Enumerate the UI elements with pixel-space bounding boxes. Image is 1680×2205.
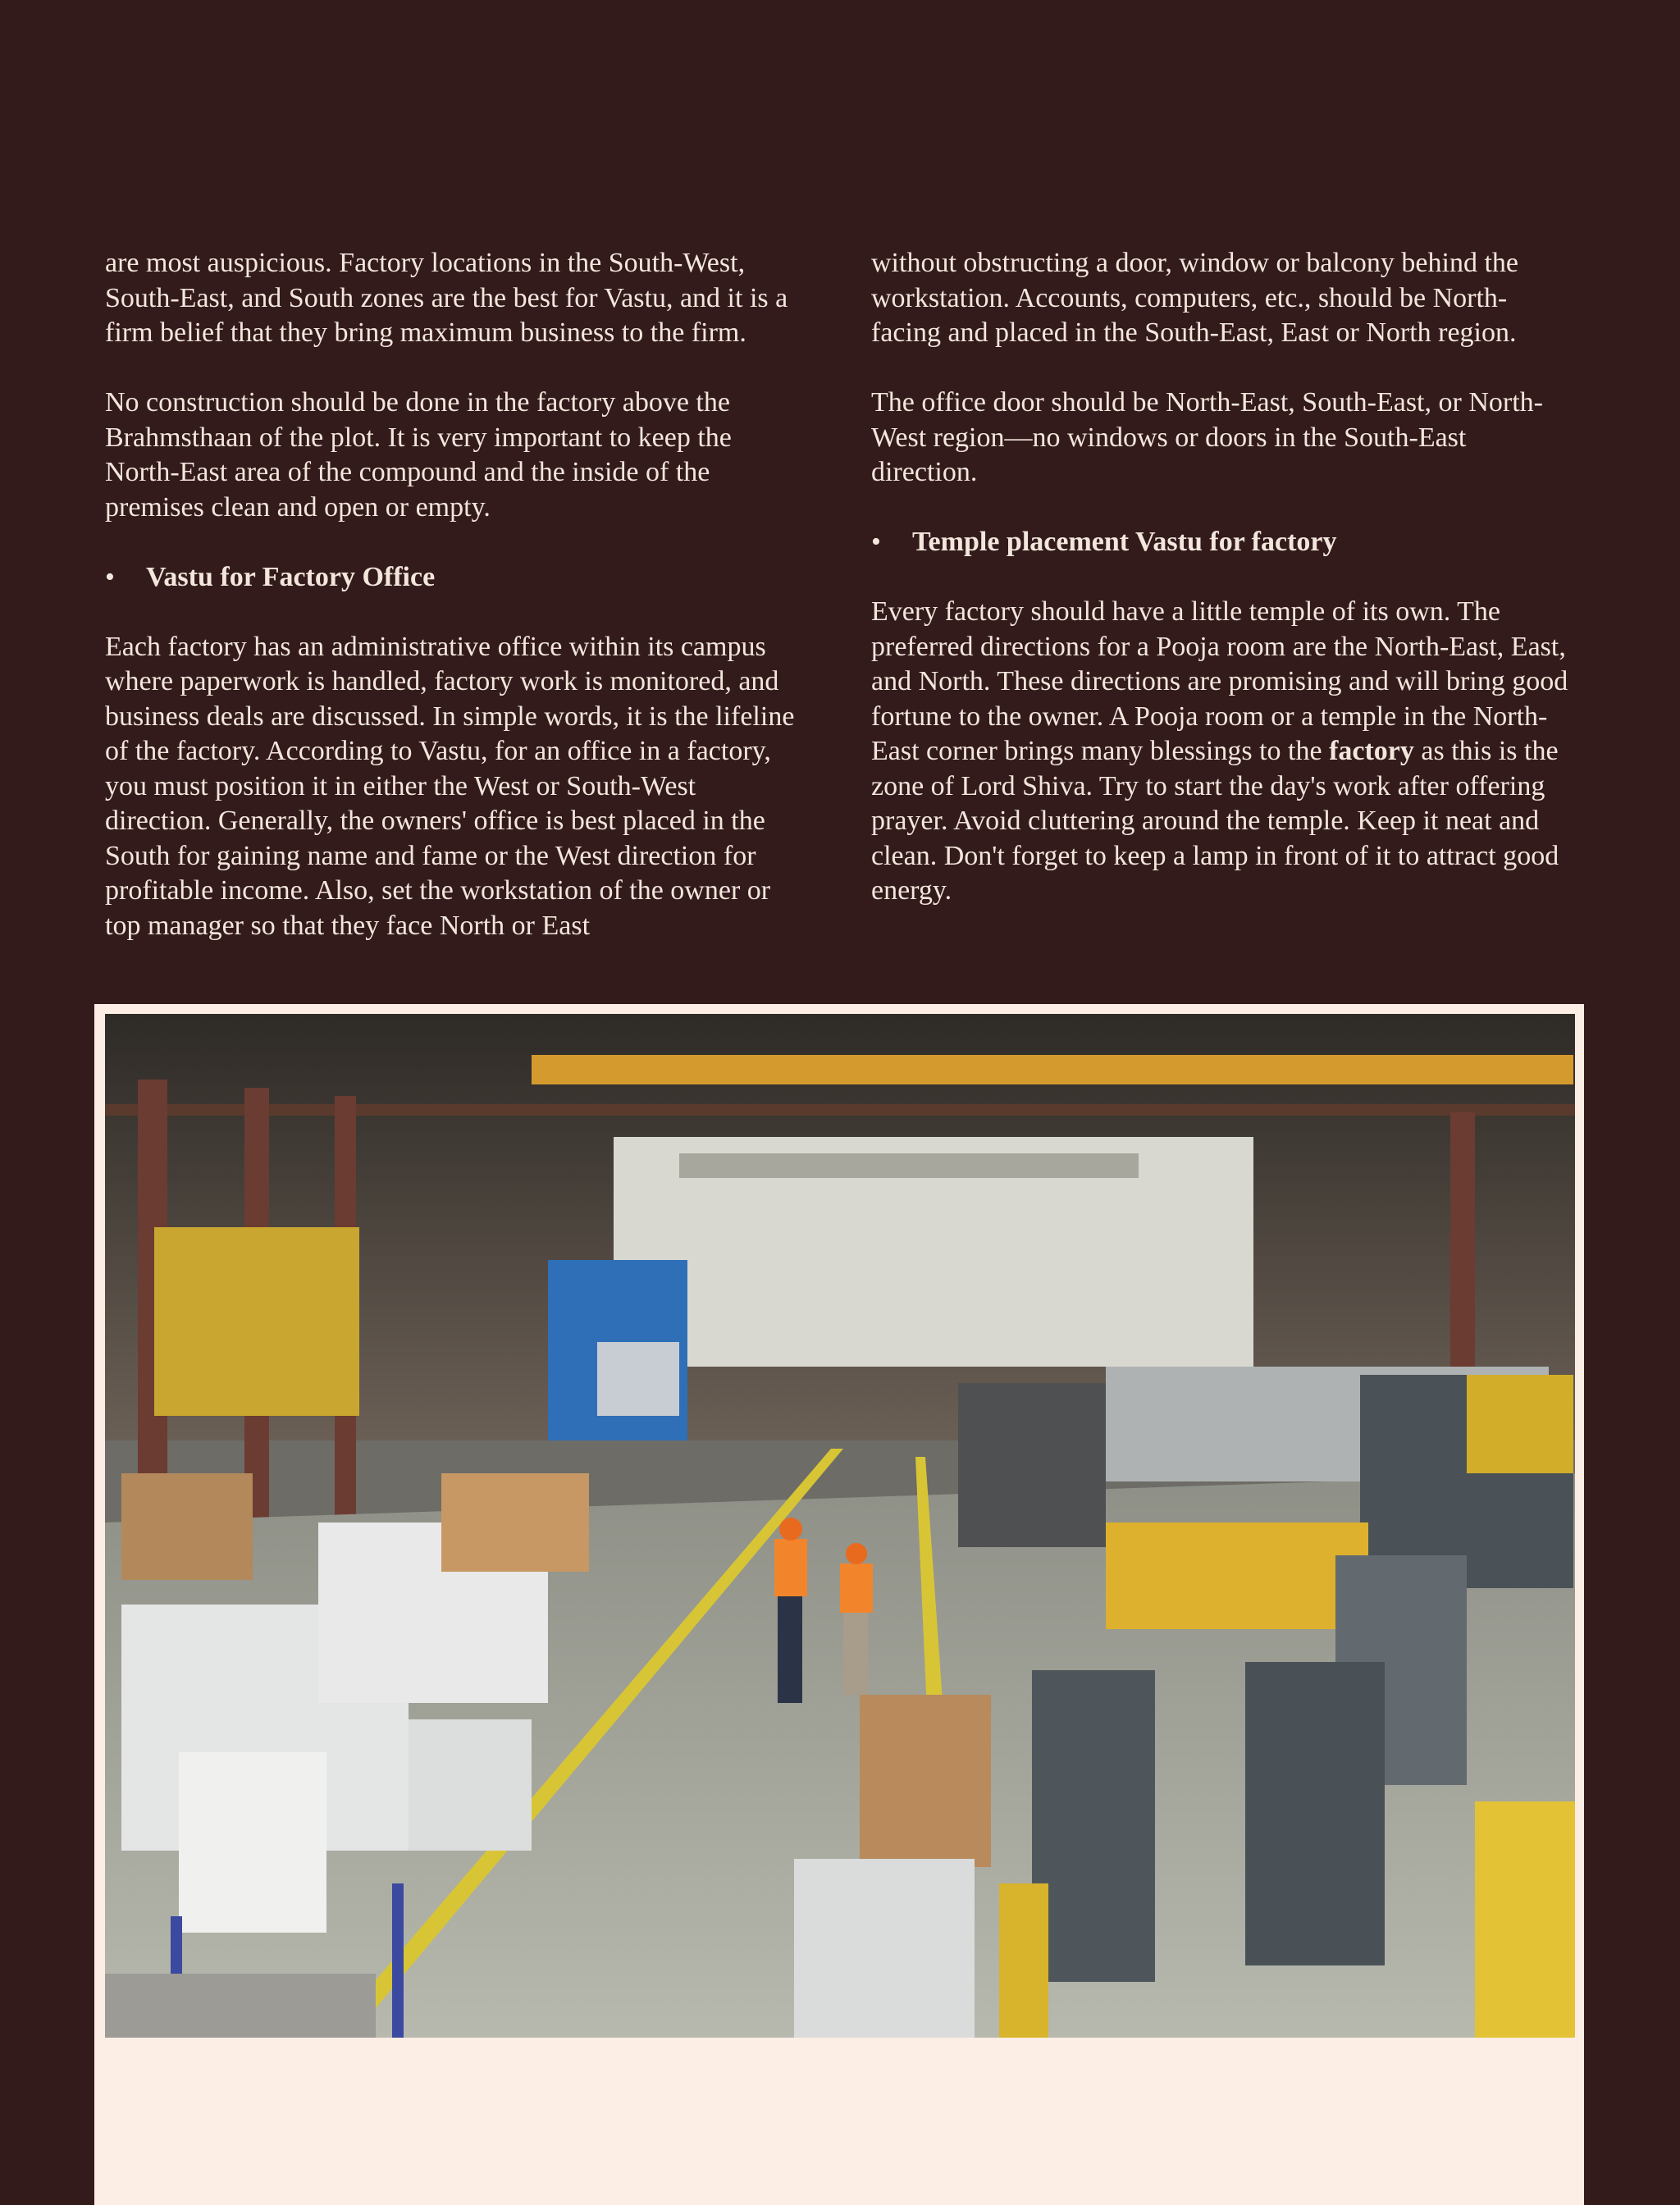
factory-floor-photo <box>105 1014 1575 2038</box>
bold-text-run: factory <box>1329 736 1414 766</box>
bullet: • <box>871 527 881 557</box>
section-heading-factory-office <box>105 560 802 596</box>
bullet: • <box>105 561 115 592</box>
paragraph: No construction should be done in the factory above the Brahmsthaan of the plot. It is very important to keep the North-East area of the compound and the inside of the premises clean and open or empty. <box>105 387 732 523</box>
paragraph: The office door should be North-East, South-East, or North-West region—no windows or doors in the South-East direction. <box>871 387 1543 487</box>
right-column <box>871 246 1568 943</box>
heading-text: Vastu for Factory Office <box>146 561 436 592</box>
paragraph: are most auspicious. Factory locations in the South-West, South-East, and South zones are the best for Vastu, and it is a firm belief that they bring maximum business to the firm. <box>105 248 788 348</box>
paragraph: without obstructing a door, window or balcony behind the workstation. Accounts, computers, etc., should be North-facing and placed in the South-East, East or North region. <box>871 248 1519 348</box>
left-column <box>105 246 802 979</box>
paragraph: Each factory has an administrative office within its campus where paperwork is handled, factory work is monitored, and business deals are discussed. In simple words, it is the lifeline of the factory. According to Vastu, for an office in a factory, you must position it in either the West or South-West direction. Generally, the owners' office is best placed in the South for gaining name and fame or the West direction for profitable income. Also, set the workstation of the owner or top manager so that they face North or East <box>105 631 795 941</box>
text-run: as this is the zone of Lord Shiva. Try to start the day's work after offering prayer. Avoid cluttering around the temple. Keep it neat and clean. Don't forget to keep a lamp in front of it to attract good energy. <box>871 736 1559 906</box>
paragraph <box>871 595 1568 909</box>
text-run: Every factory should have a little temple of its own. The preferred directions for a Pooja room are the North-East, East, and North. These directions are promising and will bring good fortune to the owner. A Pooja room or a temple in the North-East corner brings many blessings to the <box>871 596 1568 766</box>
heading-text: Temple placement Vastu for factory <box>912 527 1337 557</box>
photo-frame <box>94 1004 1584 2205</box>
section-heading-temple-placement <box>871 525 1568 560</box>
